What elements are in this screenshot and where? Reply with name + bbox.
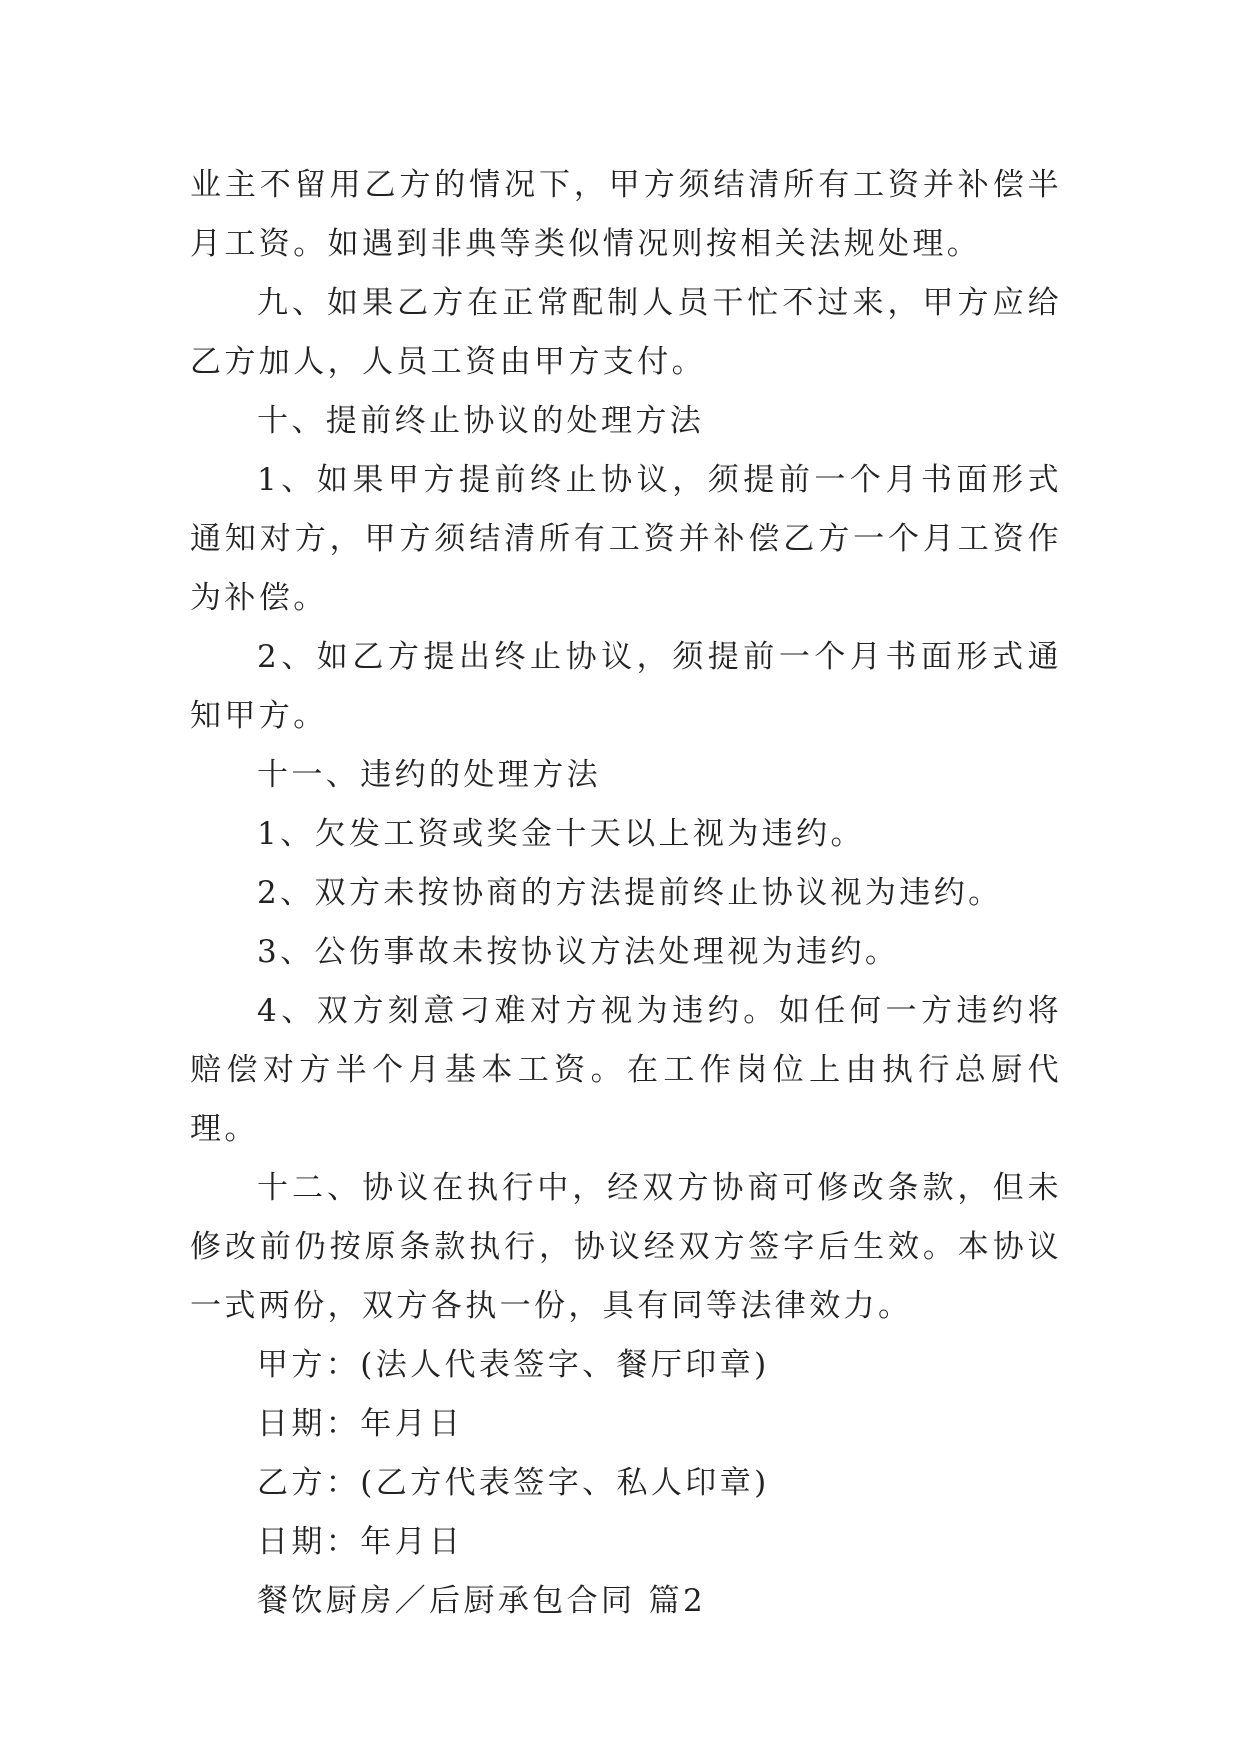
- clause-11-heading: 十一、违约的处理方法: [257, 757, 601, 793]
- party-a-date-line: 日期：年月日: [257, 1406, 464, 1442]
- clause-12-amendment: 十二、协议在执行中，经双方协商可修改条款，但未修改前仍按原条款执行，协议经双方签字后生效。本协议一式两份，双方各执一份，具有同等法律效力。: [190, 1170, 1062, 1324]
- document-body: [190, 156, 1062, 1631]
- clause-11-item-1: 1、欠发工资或奖金十天以上视为违约。: [257, 816, 865, 852]
- clause-11-item-4: 4、双方刻意刁难对方视为违约。如任何一方违约将赔偿对方半个月基本工资。在工作岗位上由执行总厨代理。: [190, 993, 1062, 1147]
- party-b-date-line: 日期：年月日: [257, 1524, 464, 1560]
- clause-10-item-2: 2、如乙方提出终止协议，须提前一个月书面形式通知甲方。: [190, 639, 1062, 734]
- clause-9-extra-staff: 九、如果乙方在正常配制人员干忙不过来，甲方应给乙方加人，人员工资由甲方支付。: [190, 285, 1062, 380]
- clause-10-heading: 十、提前终止协议的处理方法: [257, 403, 705, 439]
- clause-11-item-2: 2、双方未按协商的方法提前终止协议视为违约。: [257, 875, 1003, 911]
- paragraph-wage-settlement: 业主不留用乙方的情况下，甲方须结清所有工资并补偿半月工资。如遇到非典等类似情况则按相关法规处理。: [190, 167, 1062, 262]
- party-b-signature-line: 乙方：(乙方代表签字、私人印章): [257, 1465, 770, 1501]
- next-contract-title: 餐饮厨房／后厨承包合同 篇2: [257, 1583, 707, 1619]
- party-a-signature-line: 甲方：(法人代表签字、餐厅印章): [257, 1347, 770, 1383]
- clause-11-item-3: 3、公伤事故未按协议方法处理视为违约。: [257, 934, 900, 970]
- clause-10-item-1: 1、如果甲方提前终止协议，须提前一个月书面形式通知对方，甲方须结清所有工资并补偿乙方一个月工资作为补偿。: [190, 462, 1062, 616]
